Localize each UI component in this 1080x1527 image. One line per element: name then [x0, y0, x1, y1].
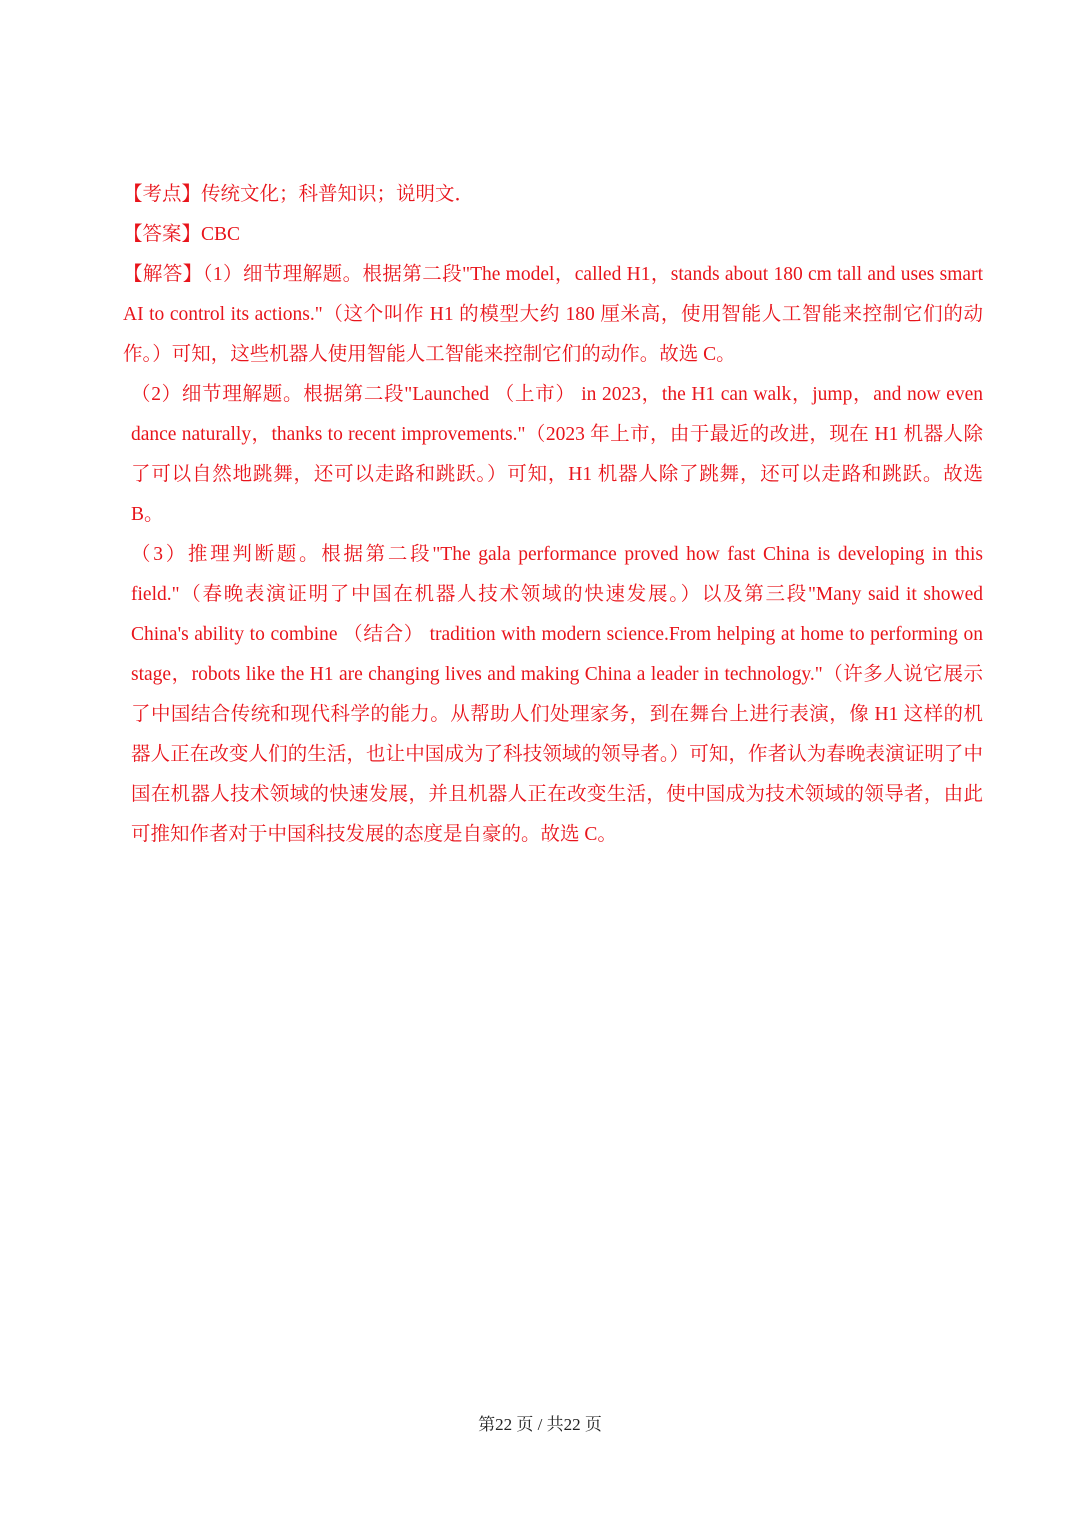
explanation-part-2: （2）细节理解题。根据第二段"Launched （上市） in 2023，the H1 can walk，jump，and now even dance naturally，thanks to recent improvements."（2023 年上市，由于最近的改进，现在 H1 机器人除了可以自然地跳舞，还可以走路和跳跃。）可知，H1 机器人除了跳舞，还可以走路和跳跃。故选 B。: [131, 384, 983, 525]
answer-line: 【答案】CBC: [123, 224, 241, 245]
explanation-part-3: （3）推理判断题。根据第二段"The gala performance proved how fast China is developing in this field."（春晚表演证明了中国在机器人技术领域的快速发展。）以及第三段"Many said it showed China's ability to combine （结合） tradition with modern science.From helping at home to performing on stage，robots like the H1 are changing lives and making China a leader in technology."（许多人说它展示了中国结合传统和现代科学的能力。从帮助人们处理家务，到在舞台上进行表演，像 H1 这样的机器人正在改变人们的生活，也让中国成为了科技领域的领导者。）可知，作者认为春晚表演证明了中国在机器人技术领域的快速发展，并且机器人正在改变生活，使中国成为技术领域的领导者，由此可推知作者对于中国科技发展的态度是自豪的。故选 C。: [131, 544, 983, 845]
page-number-footer: 第22 页 / 共22 页: [478, 1415, 602, 1434]
test-point-line: 【考点】传统文化；科普知识；说明文．: [123, 184, 475, 205]
answer-explanation: [123, 175, 983, 855]
explanation-part-1: 【解答】（1）细节理解题。根据第二段"The model，called H1，stands about 180 cm tall and uses smart AI to control its actions."（这个叫作 H1 的模型大约 180 厘米高，使用智能人工智能来控制它们的动作。）可知，这些机器人使用智能人工智能来控制它们的动作。故选 C。: [123, 264, 983, 365]
